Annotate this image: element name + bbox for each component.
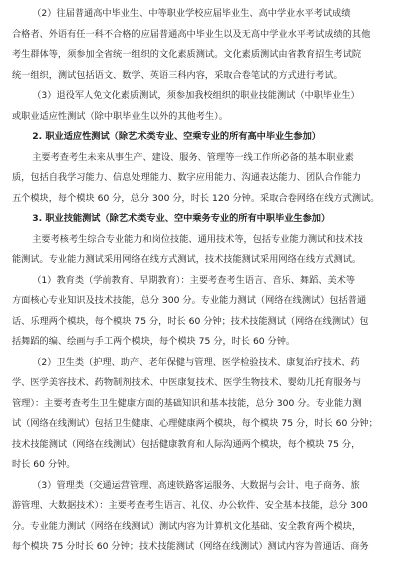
- text-line: 主要考查考生未来从事生产、建设、服务、管理等一线工作所必备的基本职业素: [32, 151, 354, 163]
- text-line: 学、医学美容技术、药物制剂技术、中医康复技术、医学生物技术、婴幼儿托育服务与: [12, 377, 362, 388]
- text-line: 游管理、大数据技术）：主要考查考生语言、礼仪、办公软件、安全基本技能，总分 300: [12, 500, 368, 511]
- text-line: 管理）：主要考查考生卫生健康方面的基础知识和基本技能，总分 300 分。专业能力测: [12, 397, 362, 409]
- text-line: 技术技能测试（网络在线测试）包括健康教育和人际沟通两个模块，每个模块 75 分，: [12, 438, 361, 450]
- text-line: 方面核心专业知识及技术技能，总分 300 分。专业能力测试（网络在线测试）包括普通: [12, 295, 367, 306]
- text-line: 分。专业能力测试（网络在线测试）测试内容为计算机文化基础、安全教育两个模块，: [12, 520, 362, 532]
- text-line: （3）管理类（交通运营管理、高速铁路客运服务、大数据与会计、电子商务、旅: [32, 479, 360, 491]
- text-line: 考生群体等，须参加全省统一组织的文化素质测试。文化素质测试由省教育招生考试院: [12, 49, 362, 60]
- section-heading: 3. 职业技能测试（除艺术类专业、空中乘务专业的所有中职毕业生参加）: [32, 213, 331, 224]
- text-line: （1）教育类（学前教育、早期教育）：主要考查考生语言、音乐、舞蹈、美术等: [32, 274, 356, 286]
- text-line: （3）退役军人免文化素质测试，须参加我校组织的职业技能测试（中职毕业生）: [32, 90, 360, 101]
- text-line: 话、乐理两个模块，每个模块 75 分，时长 60 分钟；技术技能测试（网络在线测试）包: [12, 315, 369, 327]
- section-heading: 2. 职业适应性测试（除艺术类专业、空乘专业的所有高中毕业生参加）: [32, 131, 321, 142]
- text-line: 质，包括自我学习能力、信息处理能力、数字应用能力、沟通表达能力、团队合作能力: [12, 172, 362, 183]
- text-line: 每个模块 75 分时长 60 分钟；技术技能测试（网络在线测试）测试内容为普通话、商务: [12, 541, 369, 552]
- text-line: 时长 60 分钟。: [12, 459, 76, 470]
- text-line: 能测试。专业能力测试采用网络在线方式测试，技术技能测试采用网络在线方式测试。: [12, 254, 362, 265]
- text-line: 或职业适应性测试（除中职毕业生以外的其他考生）。: [12, 110, 228, 122]
- text-line: 五个模块，每个模块 60 分，总分 300 分，时长 120 分钟。采取合卷网络在线方式测试。: [12, 192, 380, 204]
- text-line: 合格者、外语有任一科不合格的应届普通高中毕业生以及无高中学业水平考试成绩的其他: [12, 28, 371, 40]
- text-line: （2）卫生类（护理、助产、老年保健与管理、医学检验技术、康复治疗技术、药: [32, 356, 360, 368]
- text-line: 试（网络在线测试）包括卫生健康、心理健康两个模块，每个模块 75 分，时长 60 分钟；: [12, 418, 378, 429]
- text-line: （2）往届普通高中毕业生、中等职业学校应届毕业生、高中学业水平考试成绩: [32, 8, 351, 19]
- text-line: 统一组织，测试包括语文、数学、英语三科内容，采取合卷笔试的方式进行考试。: [12, 69, 343, 81]
- text-line: 主要考核考生综合专业能力和岗位技能、通用技术等，包括专业能力测试和技术技: [32, 233, 363, 245]
- text-line: 括舞蹈的编、绘画与手工两个模块，每个模块 75 分，时长 60 分钟。: [12, 336, 296, 347]
